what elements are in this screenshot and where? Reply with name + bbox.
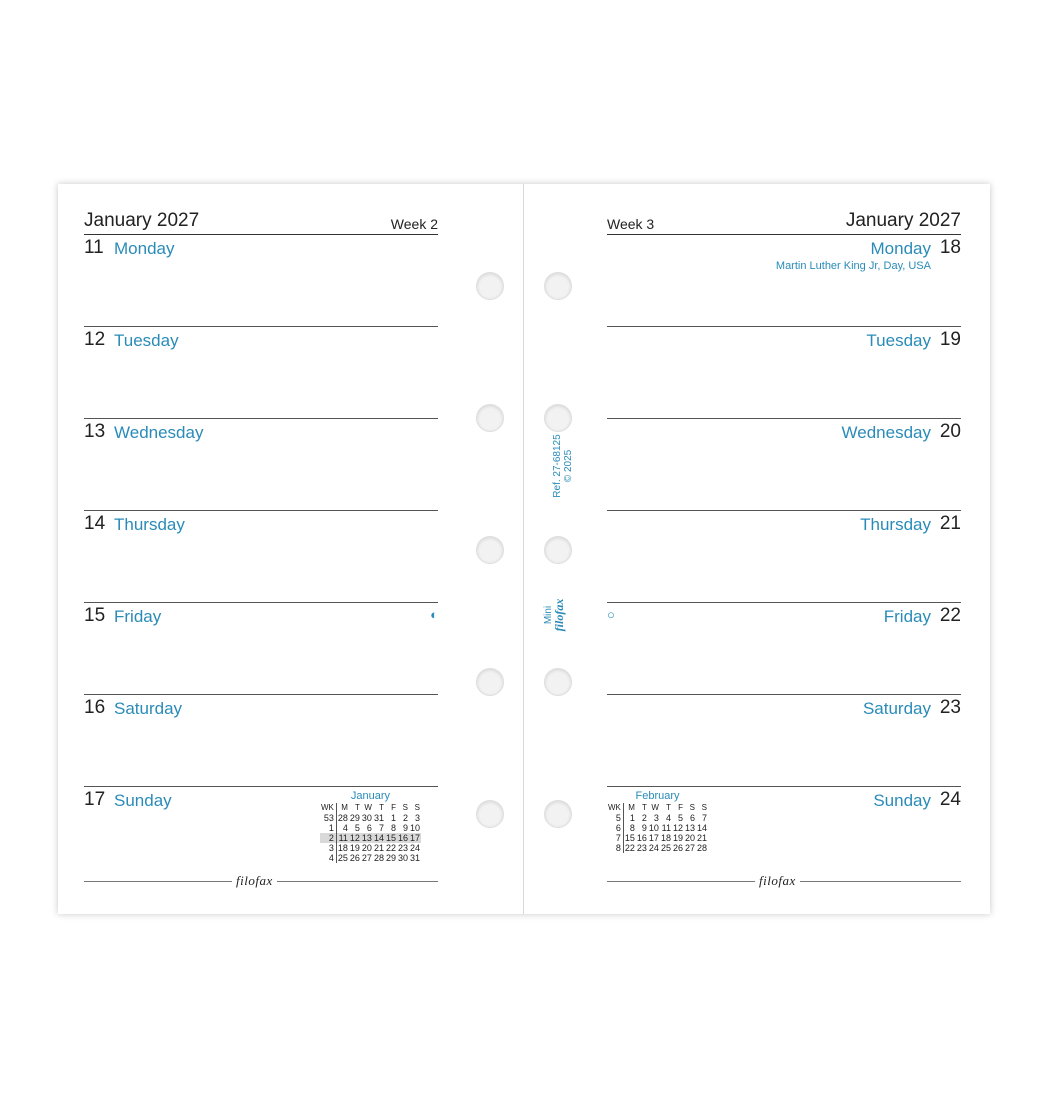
mini-date-cell: 27 — [684, 843, 695, 853]
day-number: 15 — [84, 605, 106, 626]
day-name: Thursday — [860, 515, 931, 534]
mini-header-cell: S — [402, 803, 408, 812]
day-number: 20 — [939, 421, 961, 442]
mini-date-cell: 22 — [385, 843, 396, 853]
spine-ref-code: Ref. 27-68125 — [552, 434, 563, 498]
left-page-header — [84, 208, 438, 235]
mini-week-cell: 53 — [320, 813, 336, 823]
mini-date-cell: 18 — [337, 843, 348, 853]
moon-phase-icon: ○ — [607, 607, 615, 622]
mini-date-cell: 5 — [677, 813, 683, 823]
mini-header-cell: T — [355, 803, 360, 812]
mini-date-cell: 4 — [665, 813, 671, 823]
day-row-tuesday — [84, 326, 438, 419]
mini-week-cell: 8 — [607, 843, 623, 853]
mini-date-cell: 19 — [672, 833, 683, 843]
mini-calendar-title: January — [350, 790, 391, 802]
mini-week-cell: 4 — [320, 853, 336, 863]
day-number: 16 — [84, 697, 106, 718]
mini-date-cell: 26 — [349, 853, 360, 863]
punch-hole — [476, 668, 504, 696]
day-name: Friday — [883, 607, 931, 626]
mini-week-cell: 3 — [320, 843, 336, 853]
mini-date-cell: 10 — [409, 823, 420, 833]
mini-week-cell: 7 — [607, 833, 623, 843]
mini-date-cell: 28 — [696, 843, 707, 853]
mini-header-cell: M — [341, 803, 348, 812]
mini-date-cell: 16 — [397, 833, 408, 843]
mini-date-cell: 19 — [349, 843, 360, 853]
day-row-monday — [84, 234, 438, 327]
mini-header-cell: M — [628, 803, 635, 812]
day-number: 14 — [84, 513, 106, 534]
spine-copyright: © 2025 — [563, 449, 574, 483]
day-row-saturday — [84, 694, 438, 787]
right-page-header — [607, 208, 961, 235]
mini-date-cell: 2 — [641, 813, 647, 823]
mini-date-cell: 20 — [361, 843, 372, 853]
punch-hole — [544, 272, 572, 300]
mini-date-cell: 21 — [373, 843, 384, 853]
mini-date-cell: 1 — [390, 813, 396, 823]
day-number: 22 — [939, 605, 961, 626]
mini-header-cell: S — [414, 803, 420, 812]
mini-date-cell: 31 — [373, 813, 384, 823]
mini-date-cell: 13 — [684, 823, 695, 833]
spine-brand — [543, 585, 569, 645]
day-row-tuesday — [607, 326, 961, 419]
filofax-logo: filofax — [232, 873, 277, 889]
mini-date-cell: 8 — [390, 823, 396, 833]
day-row-monday — [607, 234, 961, 327]
mini-date-cell: 6 — [689, 813, 695, 823]
mini-week-cell: 2 — [320, 833, 336, 843]
day-number: 21 — [939, 513, 961, 534]
mini-date-cell: 18 — [660, 833, 671, 843]
spine-size-label: Mini — [543, 605, 554, 625]
day-name: Sunday — [114, 791, 172, 810]
mini-date-cell: 24 — [648, 843, 659, 853]
mini-header-cell: T — [379, 803, 384, 812]
mini-date-cell: 15 — [385, 833, 396, 843]
center-fold — [523, 184, 524, 914]
mini-date-cell: 30 — [361, 813, 372, 823]
mini-date-cell: 28 — [337, 813, 348, 823]
day-name: Sunday — [873, 791, 931, 810]
mini-calendar-grid — [320, 803, 421, 863]
mini-date-cell: 7 — [701, 813, 707, 823]
mini-date-cell: 5 — [354, 823, 360, 833]
mini-date-cell: 14 — [373, 833, 384, 843]
mini-date-cell: 16 — [636, 833, 647, 843]
day-row-thursday — [84, 510, 438, 603]
day-row-thursday — [607, 510, 961, 603]
mini-date-cell: 12 — [349, 833, 360, 843]
mini-date-cell: 8 — [629, 823, 635, 833]
day-name: Friday — [114, 607, 162, 626]
day-row-wednesday — [84, 418, 438, 511]
day-row-friday — [84, 602, 438, 695]
right-month-title: January 2027 — [845, 210, 961, 231]
mini-date-cell: 30 — [397, 853, 408, 863]
mini-date-cell: 3 — [414, 813, 420, 823]
left-month-title: January 2027 — [84, 210, 200, 231]
day-number: 11 — [84, 237, 104, 258]
mini-date-cell: 17 — [409, 833, 420, 843]
mini-date-cell: 3 — [653, 813, 659, 823]
day-row-friday — [607, 602, 961, 695]
diary-sheet — [58, 184, 990, 914]
mini-date-cell: 28 — [373, 853, 384, 863]
mini-date-cell: 17 — [648, 833, 659, 843]
day-name: Tuesday — [114, 331, 179, 350]
day-name: Tuesday — [866, 331, 931, 350]
mini-date-cell: 4 — [342, 823, 348, 833]
day-name: Saturday — [862, 699, 931, 718]
day-name: Thursday — [114, 515, 185, 534]
mini-date-cell: 20 — [684, 833, 695, 843]
mini-header-cell: WK — [607, 803, 623, 813]
punch-hole — [544, 800, 572, 828]
day-row-wednesday — [607, 418, 961, 511]
mini-date-cell: 25 — [660, 843, 671, 853]
mini-date-cell: 25 — [337, 853, 348, 863]
mini-header-cell: T — [642, 803, 647, 812]
mini-date-cell: 29 — [349, 813, 360, 823]
mini-week-cell: 5 — [607, 813, 623, 823]
day-number: 17 — [84, 789, 106, 810]
mini-date-cell: 1 — [629, 813, 635, 823]
day-number: 13 — [84, 421, 106, 442]
right-week-label: Week 3 — [607, 216, 655, 232]
day-number: 19 — [939, 329, 961, 350]
mini-header-cell: WK — [320, 803, 336, 813]
mini-header-cell: F — [678, 803, 683, 812]
day-name: Saturday — [114, 699, 183, 718]
day-row-saturday — [607, 694, 961, 787]
mini-header-cell: F — [391, 803, 396, 812]
mini-calendar-january — [320, 790, 421, 863]
punch-hole — [476, 404, 504, 432]
mini-date-cell: 11 — [336, 833, 349, 843]
mini-date-cell: 15 — [624, 833, 635, 843]
mini-date-cell: 26 — [672, 843, 683, 853]
mini-header-cell: T — [666, 803, 671, 812]
mini-header-cell: W — [364, 803, 372, 812]
mini-date-cell: 6 — [366, 823, 372, 833]
mini-date-cell: 31 — [409, 853, 420, 863]
mini-date-cell: 2 — [402, 813, 408, 823]
mini-header-cell: S — [689, 803, 695, 812]
day-name: Monday — [870, 239, 931, 258]
mini-date-cell: 21 — [696, 833, 707, 843]
mini-header-cell: W — [651, 803, 659, 812]
mini-date-cell: 12 — [672, 823, 683, 833]
mini-date-cell: 9 — [641, 823, 647, 833]
spine-reference — [552, 421, 576, 511]
punch-hole — [544, 668, 572, 696]
mini-date-cell: 24 — [409, 843, 420, 853]
mini-date-cell: 22 — [624, 843, 635, 853]
mini-week-cell: 1 — [320, 823, 336, 833]
mini-date-cell: 10 — [648, 823, 659, 833]
holiday-note: Martin Luther King Jr, Day, USA — [775, 260, 931, 272]
mini-header-cell: S — [701, 803, 707, 812]
punch-hole — [476, 800, 504, 828]
moon-phase-icon: ◐ — [430, 607, 438, 622]
mini-date-cell: 29 — [385, 853, 396, 863]
mini-date-cell: 27 — [361, 853, 372, 863]
spine-brand-logo: filofax — [552, 598, 566, 632]
filofax-logo: filofax — [755, 873, 800, 889]
mini-date-cell: 7 — [378, 823, 384, 833]
mini-date-cell: 14 — [696, 823, 707, 833]
mini-date-cell: 11 — [661, 823, 671, 833]
mini-date-cell: 23 — [397, 843, 408, 853]
day-number: 23 — [939, 697, 961, 718]
day-name: Monday — [114, 239, 175, 258]
mini-date-cell: 23 — [636, 843, 647, 853]
day-name: Wednesday — [841, 423, 931, 442]
punch-hole — [544, 536, 572, 564]
day-number: 24 — [939, 789, 961, 810]
day-name: Wednesday — [114, 423, 204, 442]
mini-date-cell: 13 — [361, 833, 372, 843]
day-number: 18 — [939, 237, 961, 258]
punch-hole — [476, 272, 504, 300]
left-week-label: Week 2 — [390, 216, 438, 232]
day-number: 12 — [84, 329, 106, 350]
mini-calendar-grid — [607, 803, 708, 853]
mini-week-cell: 6 — [607, 823, 623, 833]
mini-calendar-title: February — [635, 790, 680, 802]
punch-hole — [476, 536, 504, 564]
mini-calendar-february — [607, 790, 708, 853]
mini-date-cell: 9 — [402, 823, 408, 833]
